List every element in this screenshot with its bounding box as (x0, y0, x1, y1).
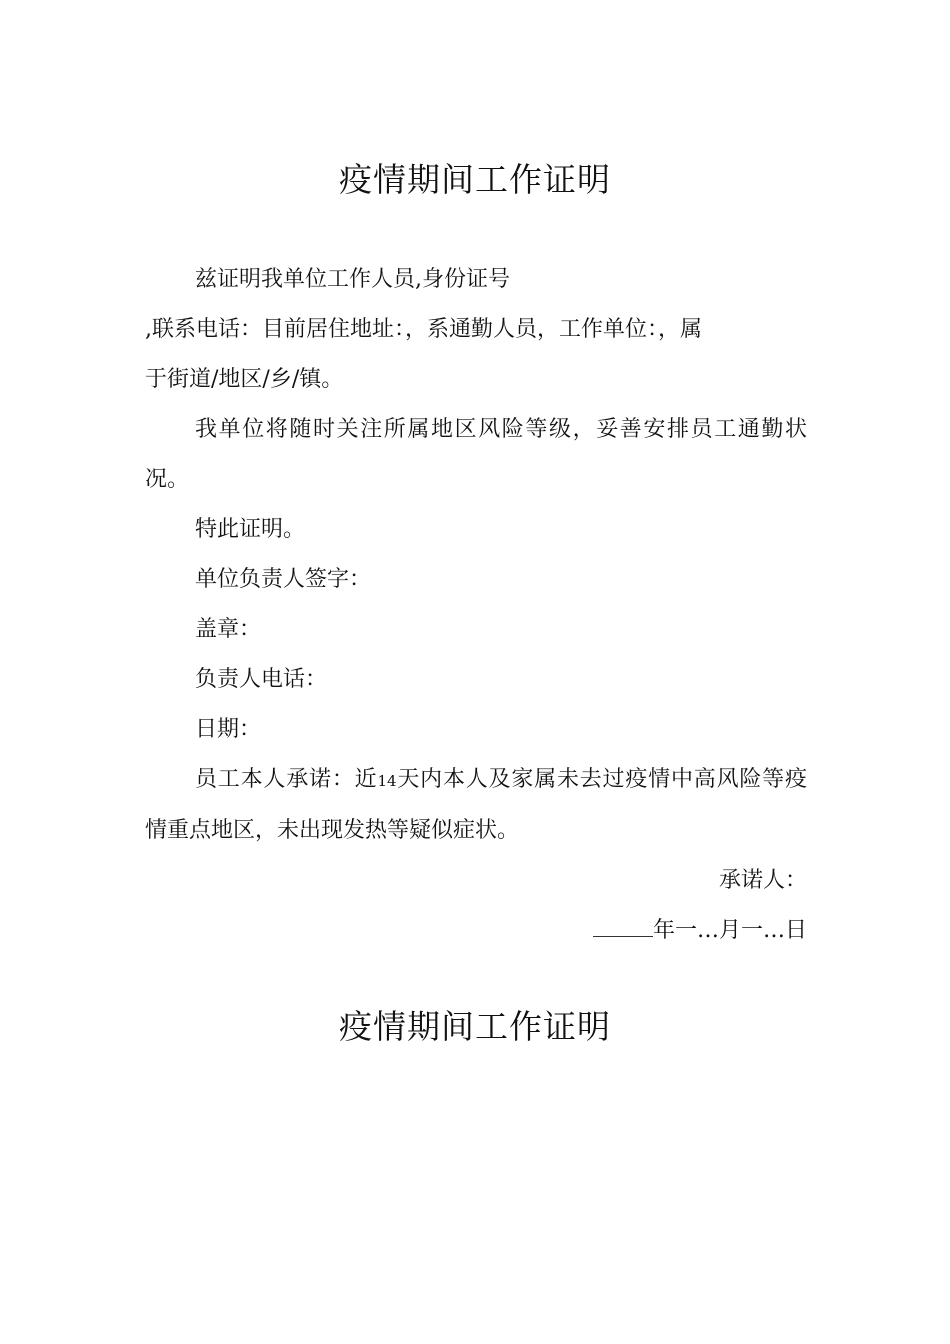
pledger-label: 承诺人： (718, 868, 807, 893)
document-title-repeat: 疫情期间工作证明 (339, 1007, 611, 1046)
date-line-text: 年一…月一…日 (652, 918, 807, 943)
date-label: 日期： (195, 717, 262, 742)
document-body (145, 255, 807, 956)
seal-label: 盖章： (195, 617, 262, 642)
para2: 我单位将随时关注所属地区风险等级，妥善安排员工通勤状况。 (145, 417, 807, 492)
date-line (145, 906, 807, 956)
document-title: 疫情期间工作证明 (339, 160, 611, 199)
para1-line2: ,联系电话：目前居住地址：，系通勤人员，工作单位：，属 (145, 317, 702, 342)
phone-label: 负责人电话： (195, 667, 328, 692)
pledge-post: 天内本人及家属未去过疫情中高风险等疫情重点地区，未出现发热等疑似症状。 (145, 767, 807, 843)
signer-label: 单位负责人签字： (195, 567, 372, 592)
certify-text: 特此证明。 (195, 517, 306, 542)
pledge-text (145, 755, 807, 856)
para1-line1: 兹证明我单位工作人员,身份证号 (195, 267, 510, 292)
pledge-days: 14 (377, 772, 397, 790)
para1-line3: 于街道/地区/乡/镇。 (145, 367, 344, 392)
year-blank (593, 906, 653, 937)
pledge-pre: 员工本人承诺：近 (195, 767, 378, 792)
